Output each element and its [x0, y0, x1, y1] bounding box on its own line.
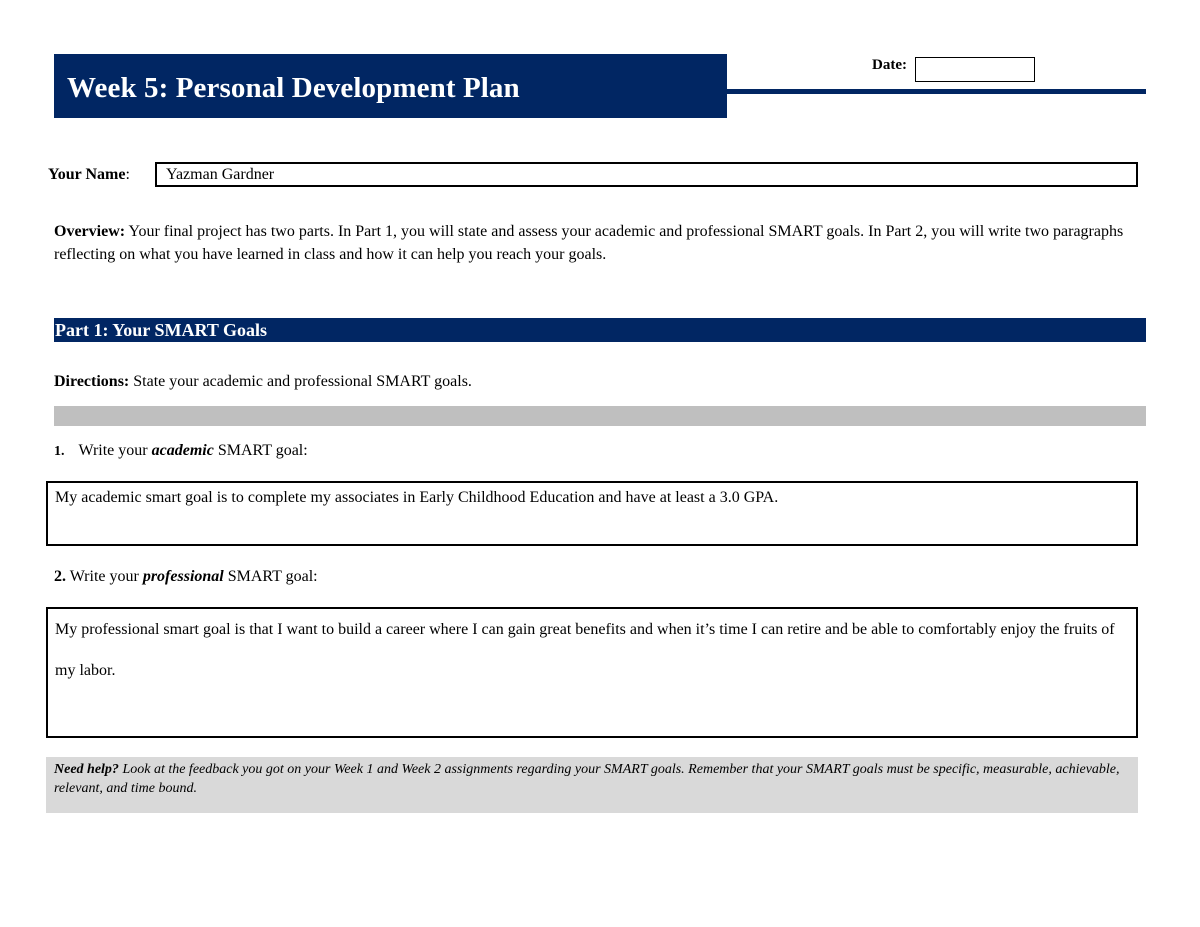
question-emphasis: professional	[142, 568, 224, 585]
question-prefix: Write your	[66, 568, 143, 585]
section-divider-band	[54, 406, 1146, 426]
directions-text: State your academic and professional SMART goals.	[129, 373, 472, 390]
question-suffix: SMART goal:	[213, 442, 308, 459]
page-title: Week 5: Personal Development Plan	[67, 71, 520, 104]
question-emphasis: academic	[151, 442, 214, 459]
page-title-banner	[54, 54, 727, 118]
question-academic	[54, 442, 308, 460]
help-label: Need help?	[54, 762, 119, 777]
question-professional	[54, 568, 318, 586]
name-label-colon: :	[125, 166, 130, 183]
date-label: Date:	[872, 57, 907, 73]
question-prefix: Write your	[78, 442, 152, 459]
directions-label: Directions:	[54, 373, 130, 390]
title-rule	[727, 89, 1146, 94]
overview-text: Your final project has two parts. In Part 1, you will state and assess your academic and professional SMART goals. In Part 2, you will write two paragraphs reflecting on what you have learned in class and how it can help you reach your goals.	[54, 223, 1124, 263]
help-text: Look at the feedback you got on your Week 1 and Week 2 assignments regarding your SMART goals. Remember that your SMART goals must be specific, measurable, achievable, relevant, and time bound.	[54, 762, 1120, 796]
question-number: 2.	[54, 568, 66, 585]
directions	[54, 373, 472, 391]
name-field[interactable]: Yazman Gardner	[155, 162, 1138, 187]
question-number: 1.	[54, 444, 65, 459]
name-label	[48, 166, 130, 184]
part1-heading: Part 1: Your SMART Goals	[54, 318, 1146, 342]
help-note	[46, 757, 1138, 813]
date-field[interactable]	[915, 57, 1035, 82]
name-label-text: Your Name	[48, 166, 126, 183]
overview-paragraph	[54, 220, 1124, 266]
academic-goal-answer[interactable]: My academic smart goal is to complete my associates in Early Childhood Education and have at least a 3.0 GPA.	[46, 481, 1138, 546]
question-suffix: SMART goal:	[223, 568, 318, 585]
professional-goal-answer[interactable]: My professional smart goal is that I want to build a career where I can gain great benefits and when it’s time I can retire and be able to comfortably enjoy the fruits of my labor.	[46, 607, 1138, 738]
overview-label: Overview:	[54, 223, 126, 240]
